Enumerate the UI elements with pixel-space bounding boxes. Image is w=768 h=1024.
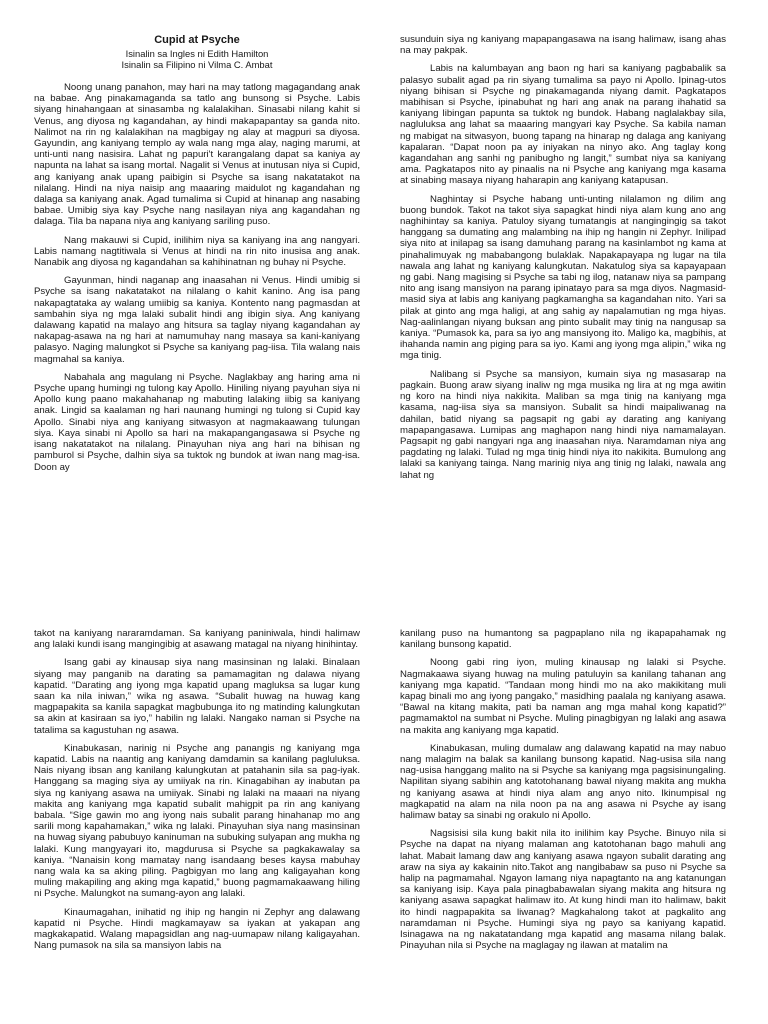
column-bottom-right bbox=[400, 628, 726, 1024]
paragraph: Gayunman, hindi naganap ang inaasahan ni Venus. Hindi umibig si Psyche sa isang nakatatakot na nilalang o kahit kanino. Ang isa pang nakapagtataka ay walang umiibig sa kaniya. Kontento nang pagmasdan at sambahin siya ng mga lalaki subalit hindi ang ibigin siya. Ang kaniyang dalawang kapatid na malayo ang hitsura sa taglay niyang kagandahan ay nakapag-asawa na ng hari at namumuhay nang masaya sa kani-kaniyang palasyo. Naging malungkot si Psyche sa kaniyang pag-iisa. Tila walang nais magmahal sa kaniya. bbox=[34, 275, 360, 365]
paragraph: Nang makauwi si Cupid, inilihim niya sa kaniyang ina ang nangyari. Labis namang nagtitiwala si Venus at hindi na rin nito inusisa ang anak. Nanabik ang diyosa ng kagandahan sa kahihinatnan ng buhay ni Psyche. bbox=[34, 234, 360, 269]
paragraph: Labis na kalumbayan ang baon ng hari sa kaniyang pagbabalik sa palasyo subalit agad pa rin siyang tumalima sa payo ni Apollo. Ipinag-utos niyang bihisan si Psyche ng pinakamaganda niyang damit. Pagkatapos mabihisan si Psyche, ipinabuhat ng hari ang anak na parang ihahatid sa kaniyang libingan papunta sa tuktok ng bundok. Habang naglalakbay sila, nagluluksa ang lahat sa maaaring mangyari kay Psyche. Sa kabila naman ng mabigat na sitwasyon, buong tapang na hinarap ng dalaga ang kaniyang kapalaran. “Dapat noon pa ay iniyakan na ninyo ako. Ang taglay kong kagandahan ang sanhi ng panibugho ng langit,” sumbat niya sa kaniyang ama. Pagkatapos nito ay pinaalis na ni Psyche ang kaniyang mga kasama at sinabing masaya niyang haharapin ang kaniyang katapusan. bbox=[400, 63, 726, 187]
paragraph: Noong unang panahon, may hari na may tatlong magagandang anak na babae. Ang pinakamaganda sa tatlo ang bunsong si Psyche. Labis siyang hinahangaan at sinasamba ng kalalakihan. Sinasabi nilang kahit si Venus, ang diyosa ng kagandahan, ay hindi makapapantay sa ganda nito. Nalimot na rin ng kalalakihan na magbigay ng alay at magpuri sa diyosa. Gayundin, ang kaniyang templo ay wala nang mga alay, naging marumi, at unti-unti nang nasisira. Lahat ng papuri't karangalang dapat sa kaniya ay napunta na lahat sa isang mortal. Nagalit si Venus at inutusan niya si Cupid, ang kaniyang anak upang paibigin si Psyche sa isang nakatatakot na nilalang. Hindi na niya naisip ang maaaring maidulot ng kagandahan ng dalaga sa kaniyang anak. Agad tumalima si Cupid at hinanap ang nasabing babae. Umibig siya kay Psyche nang nasilayan niya ang kagandahan ng dalaga. Tila ba napana niya ang kaniyang sariling puso. bbox=[34, 82, 360, 228]
paragraph-continued: kanilang puso na humantong sa pagpaplano nila ng ikapapahamak ng kanilang bunsong kapatid. bbox=[400, 628, 726, 651]
paragraph: Noong gabi ring iyon, muling kinausap ng lalaki si Psyche. Nagmakaawa siyang huwag na muling patuluyin sa kanilang tahanan ang kaniyang mga kapatid. “Tandaan mong hindi mo na ako makikitang muli kapag binali mo ang iyong pangako,” masidhing paalala ng kaniyang asawa. “Bawal na kitang makita, pati ba naman ang mga mahal kong kapatid?” pagmamaktol na sumbat ni Psyche. Muling pinagbigyan ng lalaki ang asawa na makita ang kaniyang mga kapatid. bbox=[400, 657, 726, 736]
column-bottom-left bbox=[34, 628, 360, 1024]
paragraph: Nalibang si Psyche sa mansiyon, kumain siya ng masasarap na pagkain. Buong araw siyang inaliw ng mga musika ng lira at ng mga awitin ng koro na hindi niya nakikita. Maliban sa mga tinig na kaniyang mga kasama, nag-iisa siya sa mansiyon. Subalit sa hindi maipaliwanag na dahilan, batid niyang sa pagsapit ng gabi ay darating ang kaniyang mapapangasawa. Lumipas ang maghapon nang hindi niya namamalayan. Pagsapit ng gabi nangyari nga ang inaasahan niya. Naramdaman niya ang pagdating ng lalaki. Tulad ng mga tinig hindi niya ito nakikita. Bumulong ang lalaki sa kaniyang tainga. Nang marinig niya ang tinig ng lalaki, nawala ang lahat ng bbox=[400, 368, 726, 481]
paragraph: Nabahala ang magulang ni Psyche. Naglakbay ang haring ama ni Psyche upang humingi ng tulong kay Apollo. Hiniling niyang payuhan siya ni Apollo kung paano makahahanap ng mabuting lalaking iibig sa kaniyang anak. Lingid sa kaalaman ng hari naunang humingi ng tulong si Cupid kay Apollo. Sinabi niya ang kaniyang sitwasyon at nagmakaawang tulungan siya. Kaya sinabi ni Apollo sa hari na makapangangasawa si Psyche ng isang nakatatakot na nilalang. Pinayuhan niya ang hari na bihisan ng pamburol si Psyche, dalhin siya sa tuktok ng bundok at iwan nang mag-isa. Doon ay bbox=[34, 371, 360, 473]
paragraph: Kinabukasan, narinig ni Psyche ang panangis ng kaniyang mga kapatid. Labis na naantig ang kaniyang damdamin sa kanilang pagluluksa. Nais niyang ibsan ang kanilang kalungkutan at patahanin sila sa pag-iyak. Hanggang sa maging siya ay umiiyak na rin. Kinagabihan ay inabutan pa siya ng kaniyang asawa na umiiyak. Sinabi ng lalaki na maaari na niyang makita ang kaniyang mga kapatid subalit mahigpit pa rin ang kaniyang babala. “Sige gawin mo ang iyong nais subalit parang hinahanap mo ang sarili mong kapahamakan,” wika ng lalaki. Pinayuhan siya nang masinsinan na huwag siyang pabubuyo kaninuman na subuking sulyapan ang mukha ng lalaki. Kung mangyayari ito, magdurusa si Psyche sa pagkakawalay sa kaniya. “Nanaisin kong mamatay nang isandaang beses kaysa mabuhay nang wala ka sa aking piling. Pagbigyan mo lang ang kaligayahan kong muling makapiling ang aking mga kapatid,” buong pagmamakaawang hiling ni Psyche. Malungkot na sumang-ayon ang lalaki. bbox=[34, 742, 360, 900]
paragraph: Nagsisisi sila kung bakit nila ito inilihim kay Psyche. Binuyo nila si Psyche na dapat na niyang malaman ang katotohanan bago mahuli ang lahat. Mabait lamang daw ang kaniyang asawa ngayon subalit darating ang araw na siya ay kakainin nito.Takot ang nangibabaw sa puso ni Psyche sa halip na pagmamahal. Ngayon lamang niya napagtanto na ang katanungan sa kaniyang isip. Kaya pala pinagbabawalan siyang makita ang hitsura ng kaniyang asawa sapagkat halimaw ito. At kung hindi man ito halimaw, bakit ito hindi nagpapakita sa liwanag? Magkahalong takot at pagkalito ang naramdaman ni Psyche. Humingi siya ng payo sa kaniyang kapatid. Isinagawa na ng nakatatandang mga kapatid ang masama nilang balak. Pinayuhan nila si Psyche na maglagay ng ilawan at matalim na bbox=[400, 828, 726, 952]
credit-english-translator: Isinalin sa Ingles ni Edith Hamilton bbox=[125, 48, 269, 59]
paragraph: Kinaumagahan, inihatid ng ihip ng hangin ni Zephyr ang dalawang kapatid ni Psyche. Hindi magkamayaw sa iyakan at yakapan ang magkakapatid. Walang mapagsidlan ang nag-uumapaw nilang kaligayahan. Nang pumasok na sila sa mansiyon labis na bbox=[34, 906, 360, 952]
column-top-left bbox=[34, 34, 360, 558]
title-block bbox=[34, 34, 360, 70]
credit-filipino-translator: Isinalin sa Filipino ni Vilma C. Ambat bbox=[121, 59, 273, 70]
column-top-right bbox=[400, 34, 726, 558]
document-title: Cupid at Psyche bbox=[154, 34, 240, 46]
paragraph: Naghintay si Psyche habang unti-unting nilalamon ng dilim ang buong bundok. Takot na takot siya sapagkat hindi niya alam kung ano ang naghihintay sa kaniya. Patuloy siyang tumatangis at nangingingig sa takot hanggang sa dumating ang malambing na ihip ng hangin ni Zephyr. Inilipad siya nito at inilapag sa isang damuhang parang na kasinlambot ng kama at pinahalimuyak ng mababangong bulaklak. Napakapayapa ng lugar na tila nawala ang lahat ng kaniyang kalungkutan. Nakatulog siya sa kapayapaan ng gabi. Nang magising si Psyche sa tabi ng ilog, natanaw niya sa pampang nito ang isang mansiyon na parang ipinatayo para sa mga diyos. Nagmasid-masid siya at labis ang kaniyang pagkamangha sa kagandahan nito. Yari sa pilak at ginto ang mga haligi, at ang sahig ay napalamutian ng mga hiyas. Nag-aalinlangan niyang buksan ang pinto subalit may tinig na nangusap sa kaniya. “Pumasok ka, para sa iyo ang mansiyong ito. Maligo ka, magbihis, at ihahanda namin ang piging para sa iyo. Kami ang iyong mga alipin,” wika ng mga tinig. bbox=[400, 193, 726, 362]
paragraph-continued: susunduin siya ng kaniyang mapapangasawa na isang halimaw, isang ahas na may pakpak. bbox=[400, 34, 726, 57]
paragraph: Kinabukasan, muling dumalaw ang dalawang kapatid na may nabuo nang malagim na balak sa kanilang bunsong kapatid. Nag-usisa sila nang nag-usisa hanggang malito na si Psyche sa kaniyang mga pagsisinungaling. Napilitan siyang sabihin ang katotohanang bawal niyang makita ang mukha ng kaniyang asawa at hindi niya alam ang anyo nito. Ikinumpisal ng magkapatid na alam na nila noon pa na ang asawa ni Psyche ay isang halimaw batay sa sinabi ng orakulo ni Apollo. bbox=[400, 742, 726, 822]
paragraph-continued: takot na kaniyang nararamdaman. Sa kaniyang paniniwala, hindi halimaw ang lalaki kundi isang mangingibig at asawang matagal na niyang hinihintay. bbox=[34, 628, 360, 651]
paragraph: Isang gabi ay kinausap siya nang masinsinan ng lalaki. Binalaan siyang may panganib na darating sa pamamagitan ng dalawa niyang kapatid. “Darating ang iyong mga kapatid upang magluksa sa lugar kung saan ka nila iniwan,” wika ng asawa. “Subalit huwag na huwag kang magpapakita sa kanila sapagkat magbubunga ito ng matinding kalungkutan sa akin at kasiraan sa iyo,” habilin ng lalaki. Nangako naman si Psyche na tatalima sa kagustuhan ng asawa. bbox=[34, 657, 360, 736]
